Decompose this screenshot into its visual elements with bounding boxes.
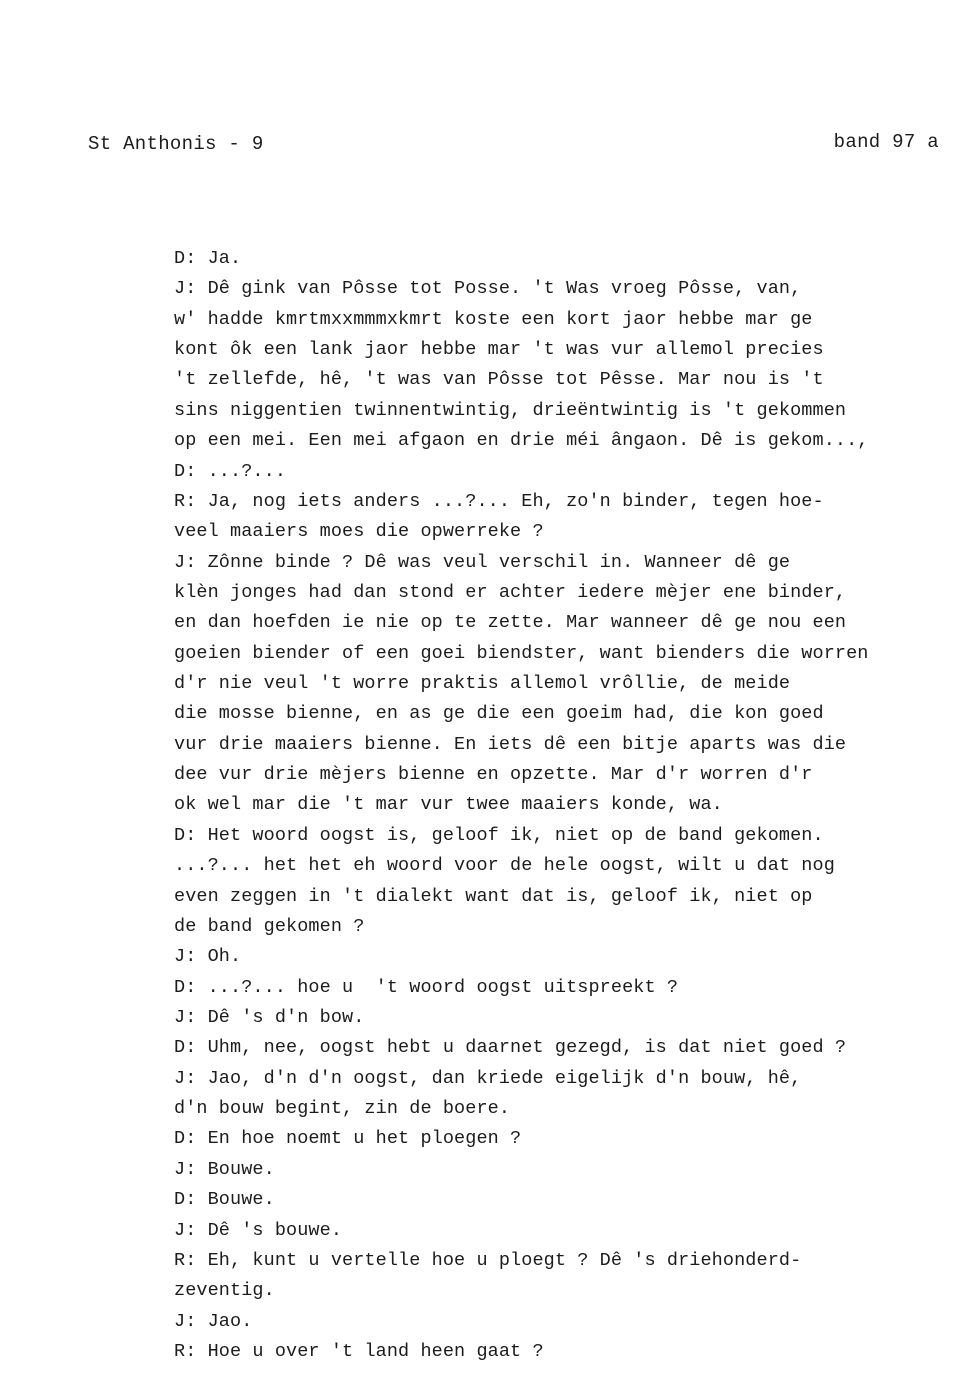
transcript-line: D: Bouwe. [174,1189,275,1211]
transcript-line: even zeggen in 't dialekt want dat is, geloof ik, niet op [174,885,813,907]
transcript-line: R: Ja, nog iets anders ...?... Eh, zo'n binder, tegen hoe- [174,490,824,512]
transcript-line: J: Jao. [174,1310,253,1332]
transcript-line: d'r nie veul 't worre praktis allemol vrôllie, de meide [174,673,791,695]
transcript-line: die mosse bienne, en as ge die een goeim had, die kon goed [174,703,824,725]
transcript-line: klèn jonges had dan stond er achter iedere mèjer ene binder, [174,581,847,603]
transcript-line: J: Oh. [174,946,242,968]
transcript-line: J: Dê 's d'n bow. [174,1006,365,1028]
transcript-line: ...?... het het eh woord voor de hele oogst, wilt u dat nog [174,855,835,877]
transcript-line: veel maaiers moes die opwerreke ? [174,521,544,543]
transcript-line: D: En hoe noemt u het ploegen ? [174,1128,522,1150]
transcript-line: de band gekomen ? [174,915,365,937]
page-header-tape-number: band 97 a [833,131,939,153]
transcript-line: goeien biender of een goei biendster, want bienders die worren [174,642,869,664]
transcript-line: zeventig. [174,1280,275,1302]
transcript-line: D: Uhm, nee, oogst hebt u daarnet gezegd, is dat niet goed ? [174,1037,847,1059]
transcript-line: 't zellefde, hê, 't was van Pôsse tot Pêsse. Mar nou is 't [174,369,824,391]
transcript-line: J: Zônne binde ? Dê was veul verschil in. Wanneer dê ge [174,551,791,573]
transcript-line: w' hadde kmrtmxxmmmxkmrt koste een kort jaor hebbe mar ge [174,308,813,330]
transcript-line: J: Bouwe. [174,1158,275,1180]
transcript-line: D: Ja. [174,248,242,269]
transcript-line: vur drie maaiers bienne. En iets dê een bitje aparts was die [174,733,847,755]
page-header-title: St Anthonis - 9 [88,133,264,155]
transcript-line: d'n bouw begint, zin de boere. [174,1098,511,1120]
transcript-line: ok wel mar die 't mar vur twee maaiers konde, wa. [174,794,723,816]
transcript-line: en dan hoefden ie nie op te zette. Mar wanneer dê ge nou een [174,612,847,634]
transcript-line: R: Hoe u over 't land heen gaat ? [174,1340,544,1362]
transcript-line: J: Dê 's bouwe. [174,1219,343,1241]
transcript-line: D: Het woord oogst is, geloof ik, niet op de band gekomen. [174,824,824,846]
transcript-line: sins niggentien twinnentwintig, drieëntwintig is 't gekommen [174,399,847,421]
transcript [174,244,964,1367]
transcript-line: op een mei. Een mei afgaon en drie méi ângaon. Dê is gekom..., [174,430,869,452]
transcript-line: J: Jao, d'n d'n oogst, dan kriede eigelijk d'n bouw, hê, [174,1067,802,1089]
transcript-line: D: ...?... [174,460,287,482]
transcript-line: kont ôk een lank jaor hebbe mar 't was vur allemol precies [174,339,824,361]
transcript-line: D: ...?... hoe u 't woord oogst uitspreekt ? [174,976,679,998]
transcript-line: J: Dê gink van Pôsse tot Posse. 't Was vroeg Pôsse, van, [174,278,802,300]
transcript-line: dee vur drie mèjers bienne en opzette. Mar d'r worren d'r [174,764,813,786]
transcript-line: R: Eh, kunt u vertelle hoe u ploegt ? Dê 's driehonderd- [174,1249,802,1271]
